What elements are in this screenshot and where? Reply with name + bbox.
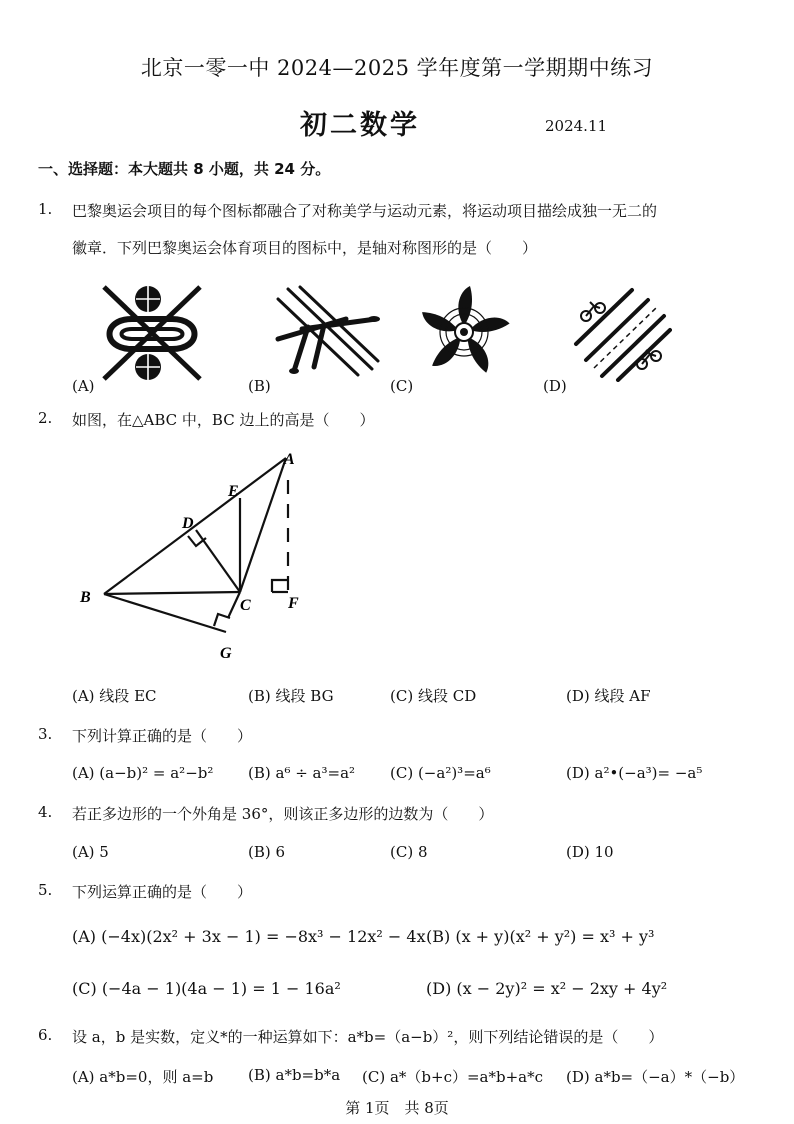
- question-text: 如图，在△ABC 中，BC 边上的高是（ ）: [72, 411, 375, 429]
- question-number: 2.: [38, 409, 53, 427]
- question-number: 4.: [38, 803, 53, 821]
- page-footer: 第 1页 共 8页: [345, 1099, 449, 1117]
- option-a: (A) a*b=0，则 a=b: [72, 1068, 214, 1086]
- question-text: 若正多边形的一个外角是 36°，则该正多边形的边数为（ ）: [72, 805, 494, 823]
- rowing-icon: [272, 285, 382, 377]
- subject-title: 初二数学: [300, 110, 420, 141]
- option-b: (B) (x + y)(x² + y²) = x³ + y³: [426, 927, 655, 946]
- triangle-figure: [70, 440, 330, 670]
- point-label-b: B: [80, 589, 91, 606]
- question-text: 徽章．下列巴黎奥运会体育项目的图标中，是轴对称图形的是（ ）: [72, 239, 538, 257]
- point-label-e: E: [228, 483, 239, 500]
- section-heading: 一、选择题：本大题共 8 小题，共 24 分。: [38, 160, 331, 178]
- cycling-icon: [572, 286, 672, 382]
- option-b: (B) 6: [248, 843, 286, 861]
- option-a: (A) (−4x)(2x² + 3x − 1) = −8x³ − 12x² − 4x: [72, 927, 426, 946]
- question-text: 巴黎奥运会项目的每个图标都融合了对称美学与运动元素，将运动项目描绘成独一无二的: [72, 202, 658, 220]
- option-a: (A) (a−b)² = a²−b²: [72, 764, 214, 782]
- point-label-a: A: [284, 451, 295, 468]
- basketball-icon: [96, 283, 208, 383]
- school-title: 北京一零一中 2024—2025 学年度第一学期期中练习: [140, 56, 654, 80]
- option-a: (A) 5: [72, 843, 109, 861]
- option-d: (D) 10: [566, 843, 614, 861]
- question-number: 3.: [38, 725, 53, 743]
- option-b: (B) a⁶ ÷ a³=a²: [248, 764, 356, 782]
- option-label: (C): [390, 377, 414, 395]
- option-label: (A): [72, 377, 95, 395]
- question-number: 5.: [38, 881, 53, 899]
- point-label-g: G: [220, 645, 232, 662]
- point-label-d: D: [182, 515, 194, 532]
- exam-date: 2024.11: [545, 117, 608, 135]
- option-d: (D) a²•(−a³)= −a⁵: [566, 764, 703, 782]
- option-d: (D) 线段 AF: [566, 687, 651, 705]
- question-number: 6.: [38, 1026, 53, 1044]
- option-a: (A) 线段 EC: [72, 687, 157, 705]
- option-label: (D): [543, 377, 567, 395]
- option-c: (C) a*（b+c）=a*b+a*c: [362, 1068, 543, 1086]
- option-c: (C) 8: [390, 843, 428, 861]
- option-b: (B) a*b=b*a: [248, 1066, 341, 1084]
- option-d: (D) a*b=（−a）*（−b）: [566, 1068, 745, 1086]
- question-number: 1.: [38, 200, 53, 218]
- question-text: 设 a，b 是实数，定义*的一种运算如下：a*b=（a−b）²，则下列结论错误的是（ ）: [72, 1028, 664, 1046]
- option-c: (C) (−a²)³=a⁶: [390, 764, 491, 782]
- question-text: 下列计算正确的是（ ）: [72, 727, 253, 745]
- option-b: (B) 线段 BG: [248, 687, 334, 705]
- option-c: (C) 线段 CD: [390, 687, 477, 705]
- option-d: (D) (x − 2y)² = x² − 2xy + 4y²: [426, 979, 668, 998]
- question-text: 下列运算正确的是（ ）: [72, 883, 253, 901]
- pinwheel-icon: [416, 284, 512, 380]
- point-label-c: C: [240, 597, 251, 614]
- option-c: (C) (−4a − 1)(4a − 1) = 1 − 16a²: [72, 979, 341, 998]
- point-label-f: F: [288, 595, 299, 612]
- option-label: (B): [248, 377, 271, 395]
